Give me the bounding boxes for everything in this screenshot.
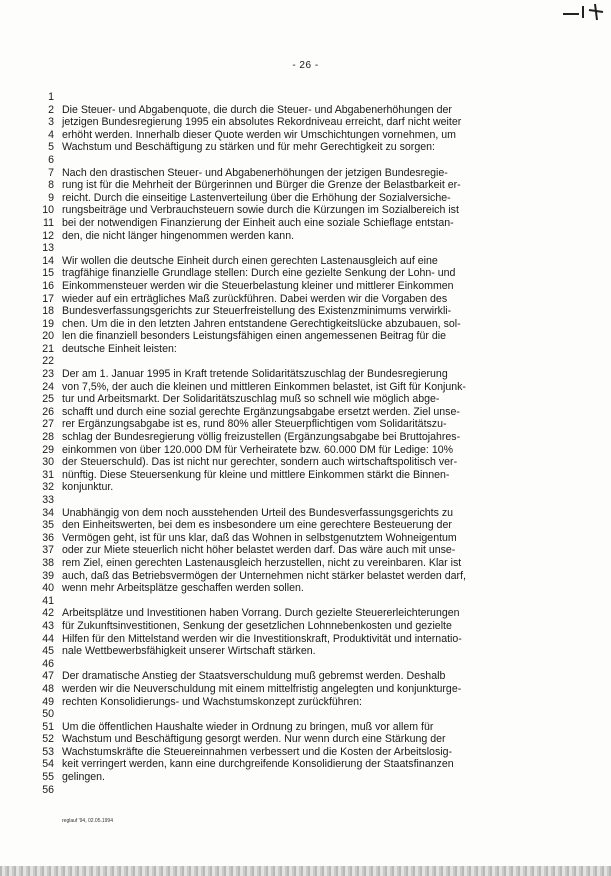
text-line	[36, 267, 606, 280]
text-line	[36, 204, 606, 217]
text-line	[36, 393, 606, 406]
line-text: für Zukunftsinvestitionen, Senkung der gesetzlichen Lohnnebenkosten und gezielte	[62, 619, 452, 632]
line-number: 2	[48, 103, 54, 116]
line-number: 15	[42, 267, 54, 280]
line-text: Vermögen geht, ist für uns klar, daß das Wohnen in selbstgenutztem Wohneigentum	[62, 531, 457, 544]
line-number: 27	[42, 418, 54, 431]
line-number: 41	[42, 594, 54, 607]
footer-note: reglauf '94, 02.05.1994	[62, 818, 113, 824]
text-line	[36, 444, 606, 457]
line-number: 9	[48, 191, 54, 204]
line-number: 6	[48, 153, 54, 166]
line-text: bei der notwendigen Finanzierung der Einheit auch eine soziale Schieflage entstan-	[62, 216, 454, 229]
text-line	[36, 771, 606, 784]
text-line	[36, 658, 606, 671]
line-number: 34	[42, 506, 54, 519]
line-number: 55	[42, 771, 54, 784]
line-text: tur und Arbeitsmarkt. Der Solidaritätszuschlag muß so schnell wie möglich abge-	[62, 393, 440, 406]
line-text: oder zur Miete steuerlich nicht höher belastet werden darf. Das wäre auch mit unse-	[62, 544, 456, 557]
text-line	[36, 494, 606, 507]
line-number: 54	[42, 758, 54, 771]
text-line	[36, 532, 606, 545]
line-text: nale Wettbewerbsfähigkeit unserer Wirtschaft stärken.	[62, 645, 316, 658]
line-number: 20	[42, 330, 54, 343]
line-number: 33	[42, 494, 54, 506]
line-number: 46	[42, 657, 54, 670]
line-text: keit verringert werden, kann eine durchgreifende Konsolidierung der Staatsfinanzen	[62, 758, 454, 771]
line-number: 14	[42, 254, 54, 267]
line-text: Unabhängig von dem noch ausstehenden Urteil des Bundesverfassungsgerichts zu	[62, 506, 454, 519]
line-text: Wachstum und Beschäftigung zu stärken und für mehr Gerechtigkeit zu sorgen:	[62, 141, 435, 154]
line-text: rechten Konsolidierungs- und Wachstumskonzept zurückführen:	[62, 695, 362, 708]
line-number: 23	[42, 368, 54, 381]
text-line	[36, 406, 606, 419]
line-number: 48	[42, 682, 54, 695]
text-line	[36, 104, 606, 117]
line-text: rem Ziel, einen gerechten Lastenausgleich herzustellen, nicht zu vereinbaren. Klar ist	[62, 556, 462, 569]
line-number: 13	[42, 242, 54, 255]
text-line	[36, 708, 606, 721]
line-number: 29	[42, 443, 54, 456]
line-number: 42	[42, 607, 54, 620]
text-line	[36, 746, 606, 759]
text-line	[36, 343, 606, 356]
text-line	[36, 167, 606, 180]
line-number: 16	[42, 279, 54, 292]
text-line	[36, 355, 606, 368]
text-line	[36, 645, 606, 658]
text-line	[36, 305, 606, 318]
line-text: den Einheitswerten, bei dem es insbesondere um eine gerechtere Besteuerung der	[62, 519, 452, 532]
line-text: auch, daß das Betriebsvermögen der Unternehmen nicht stärker belastet werden darf,	[62, 569, 466, 582]
line-number: 8	[48, 179, 54, 192]
line-number: 21	[42, 342, 54, 355]
line-text: Bundesverfassungsgerichts zur Steuerfreistellung des Existenzminimums verwirkli-	[62, 305, 452, 318]
line-number: 19	[42, 317, 54, 330]
line-number: 5	[48, 141, 54, 154]
line-number: 30	[42, 456, 54, 469]
text-line	[36, 154, 606, 167]
line-text: Einkommensteuer werden wir die Steuerbelastung kleiner und mittlerer Einkommen	[62, 279, 454, 292]
text-line	[36, 670, 606, 683]
line-text: gelingen.	[62, 771, 106, 784]
text-line	[36, 784, 606, 797]
line-number: 47	[42, 670, 54, 683]
text-line	[36, 129, 606, 142]
line-text: Wachstum und Beschäftigung gesorgt werden. Nur wenn durch eine Stärkung der	[62, 733, 446, 746]
line-number: 10	[42, 204, 54, 217]
text-line	[36, 733, 606, 746]
scan-edge	[0, 866, 611, 876]
line-text: nünftig. Diese Steuersenkung für kleine und mittlere Einkommen stärkt die Binnen-	[62, 468, 450, 481]
text-line	[36, 368, 606, 381]
line-number: 12	[42, 229, 54, 242]
line-number: 17	[42, 292, 54, 305]
line-text: der Steuerschuld). Das ist nicht nur gerechter, sondern auch wirtschaftspolitisch ver-	[62, 456, 458, 469]
line-number: 36	[42, 531, 54, 544]
line-text: Nach den drastischen Steuer- und Abgabenerhöhungen der jetzigen Bundesregie-	[62, 166, 448, 179]
line-number: 44	[42, 632, 54, 645]
text-line	[36, 179, 606, 192]
line-number: 18	[42, 305, 54, 318]
text-line	[36, 696, 606, 709]
line-number: 43	[42, 619, 54, 632]
line-number: 39	[42, 569, 54, 582]
line-text: rer Ergänzungsabgabe ist es, rund 80% aller Steuerpflichtigen vom Solidaritätszu-	[62, 418, 447, 431]
text-line	[36, 141, 606, 154]
line-text: erhöht werden. Innerhalb dieser Quote werden wir Umschichtungen vornehmen, um	[62, 128, 456, 141]
line-text: Der dramatische Anstieg der Staatsverschuldung muß gebremst werden. Deshalb	[62, 670, 446, 683]
text-line	[36, 507, 606, 520]
line-number: 3	[48, 116, 54, 129]
text-line	[36, 456, 606, 469]
line-text: tragfähige finanzielle Grundlage stellen: Durch eine gezielte Senkung der Lohn- und	[62, 267, 456, 280]
text-line	[36, 582, 606, 595]
line-text: jetzigen Bundesregierung 1995 ein absolutes Rekordniveau erreicht, darf nicht weiter	[62, 116, 462, 129]
line-number: 31	[42, 468, 54, 481]
line-number: 1	[48, 91, 54, 103]
line-text: Hilfen für den Mittelstand werden wir die Investitionskraft, Produktivität und internatio-	[62, 632, 462, 645]
line-text: Wir wollen die deutsche Einheit durch einen gerechten Lastenausgleich auf eine	[62, 254, 438, 267]
text-line	[36, 330, 606, 343]
text-line	[36, 620, 606, 633]
line-text: rung ist für die Mehrheit der Bürgerinnen und Bürger die Grenze der Belastbarkeit er-	[62, 179, 461, 192]
text-line	[36, 230, 606, 243]
line-number: 28	[42, 431, 54, 444]
line-text: Um die öffentlichen Haushalte wieder in Ordnung zu bringen, muß vor allem für	[62, 720, 434, 733]
line-number: 50	[42, 708, 54, 721]
line-number: 35	[42, 519, 54, 532]
text-line	[36, 519, 606, 532]
line-number: 11	[43, 216, 54, 229]
line-number: 7	[48, 166, 54, 179]
line-text: wieder auf ein erträgliches Maß zurückführen. Dabei werden wir die Vorgaben des	[62, 292, 448, 305]
text-line	[36, 116, 606, 129]
line-text: rungsbeiträge und Verbrauchsteuern sowie durch die Kürzungen im Sozialbereich ist	[62, 204, 459, 217]
text-line	[36, 381, 606, 394]
text-line	[36, 418, 606, 431]
line-text: len die finanziell besonders Leistungsfähigen einen angemessenen Beitrag für die	[62, 330, 446, 343]
line-text: reicht. Durch die einseitige Lastenverteilung über die Erhöhung der Sozialversiche-	[62, 191, 451, 204]
line-text: chen. Um die in den letzten Jahren entstandene Gerechtigkeitslücke abzubauen, sol-	[62, 317, 461, 330]
text-line	[36, 217, 606, 230]
text-line	[36, 431, 606, 444]
line-number: 49	[42, 695, 54, 708]
line-number: 26	[42, 405, 54, 418]
line-number: 24	[42, 380, 54, 393]
line-text: konjunktur.	[62, 481, 114, 494]
text-line	[36, 293, 606, 306]
line-text: Arbeitsplätze und Investitionen haben Vorrang. Durch gezielte Steuererleichterungen	[62, 607, 460, 620]
line-number: 37	[42, 544, 54, 557]
line-text: deutsche Einheit leisten:	[62, 342, 177, 355]
text-line	[36, 721, 606, 734]
line-number: 53	[42, 745, 54, 758]
line-number: 45	[42, 645, 54, 658]
text-line	[36, 570, 606, 583]
text-line	[36, 255, 606, 268]
text-line	[36, 595, 606, 608]
line-text: werden wir die Neuverschuldung mit einem mittelfristig angelegten und konjunkturge-	[62, 682, 462, 695]
text-line	[36, 683, 606, 696]
text-line	[36, 280, 606, 293]
line-number: 51	[42, 720, 54, 733]
staple-mark	[559, 0, 607, 22]
line-text: Wachstumskräfte die Steuereinnahmen verbessert und die Kosten der Arbeitslosig-	[62, 745, 453, 758]
text-line	[36, 242, 606, 255]
line-text: den, die nicht länger hingenommen werden kann.	[62, 229, 295, 242]
text-line	[36, 192, 606, 205]
line-text: einkommen von über 120.000 DM für Verheiratete bzw. 60.000 DM für Ledige: 10%	[62, 443, 454, 456]
line-number: 38	[42, 556, 54, 569]
line-text: wenn mehr Arbeitsplätze geschaffen werden sollen.	[62, 582, 304, 595]
line-number: 52	[42, 733, 54, 746]
line-text: schafft und durch eine sozial gerechte Ergänzungsabgabe ersetzt werden. Ziel unse-	[62, 405, 460, 418]
text-line	[36, 758, 606, 771]
line-number: 40	[42, 582, 54, 595]
line-text: Die Steuer- und Abgabenquote, die durch die Steuer- und Abgabenerhöhungen der	[62, 103, 452, 116]
page-number: - 26 -	[292, 60, 319, 71]
line-text: Der am 1. Januar 1995 in Kraft tretende Solidaritätszuschlag der Bundesregierung	[62, 368, 448, 381]
text-line	[36, 318, 606, 331]
text-line	[36, 481, 606, 494]
text-line	[36, 557, 606, 570]
line-number: 32	[42, 481, 54, 494]
line-number: 25	[42, 393, 54, 406]
text-line	[36, 469, 606, 482]
text-line	[36, 633, 606, 646]
text-line	[36, 544, 606, 557]
line-text: von 7,5%, der auch die kleinen und mittleren Einkommen belastet, ist Gift für Konjunk-	[62, 380, 466, 393]
line-text: schlag der Bundesregierung völlig freizustellen (Ergänzungsabgabe bei Bruttojahres-	[62, 431, 461, 444]
line-number: 4	[48, 128, 54, 141]
text-line	[36, 91, 606, 104]
text-body	[36, 91, 606, 796]
line-number: 22	[42, 355, 54, 368]
text-line	[36, 607, 606, 620]
line-number: 56	[42, 783, 54, 796]
